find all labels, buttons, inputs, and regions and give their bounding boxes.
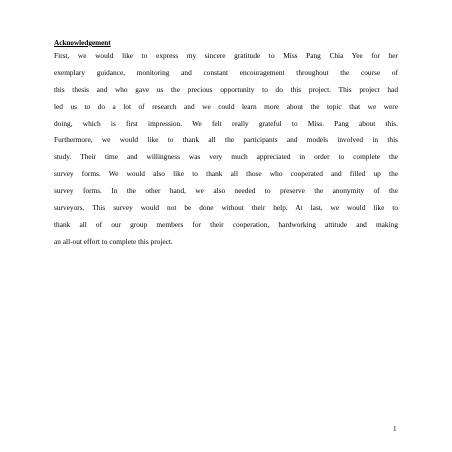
paragraph-line: this thesis and who gave us the precious opportunity to do this project. This project had	[54, 84, 398, 94]
paragraph-line: study. Their time and willingness was very much appreciated in order to complete the	[54, 152, 398, 162]
paragraph-line: led us to do a lot of research and we could learn more about the topic that we were	[54, 101, 398, 111]
paragraph-line: Furthermore, we would like to thank all the participants and models involved in this	[54, 135, 398, 145]
paragraph-line: survey forms. We would also like to thank all those who cooperated and filled up the	[54, 169, 398, 179]
paragraph-line: thank all of our group members for their cooperation, hardworking attitude and making	[54, 219, 398, 229]
paragraph-line: exemplary guidance, monitoring and constant encouragement throughout the course of	[54, 67, 398, 77]
paragraph-line: surveyors. This survey would not be done without their help. At last, we would like to	[54, 203, 398, 213]
paragraph-line: survey forms. In the other hand, we also needed to preserve the anonymity of the	[54, 186, 398, 196]
acknowledgement-paragraph	[54, 48, 398, 251]
page-number: 1	[393, 425, 397, 433]
paragraph-line: First, we would like to express my sincere gratitude to Miss Pang Chia Yee for her	[54, 51, 398, 60]
paragraph-line-last: an all-out effort to complete this project.	[54, 236, 173, 246]
paragraph-line: doing, which is first impression. We felt really grateful to Miss. Pang about this.	[54, 118, 398, 128]
section-heading: Acknowledgement	[54, 39, 111, 47]
